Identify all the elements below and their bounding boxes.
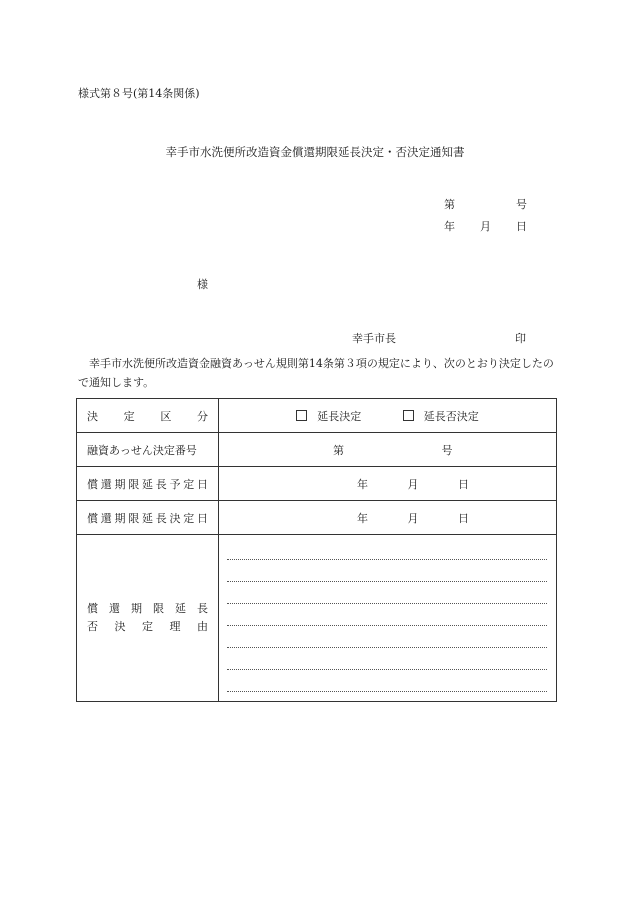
table-row bbox=[77, 433, 557, 467]
table-row bbox=[77, 399, 557, 433]
option-non-extension[interactable]: 延長否決定 bbox=[403, 408, 479, 424]
reason-line[interactable] bbox=[227, 560, 547, 582]
number-suffix: 号 bbox=[516, 198, 527, 211]
reason-line[interactable] bbox=[227, 582, 547, 604]
date-year: 年 bbox=[444, 220, 455, 233]
date-day: 日 bbox=[516, 220, 527, 233]
body-text: 幸手市水洗便所改造資金融資あっせん規則第14条第３項の規定により、次のとおり決定したので通知します。 bbox=[78, 357, 554, 389]
table-row bbox=[77, 467, 557, 501]
reason-line[interactable] bbox=[227, 626, 547, 648]
reason-line[interactable] bbox=[227, 538, 547, 560]
option-extension[interactable]: 延長決定 bbox=[296, 408, 361, 424]
reason-line[interactable] bbox=[227, 604, 547, 626]
seal-mark: 印 bbox=[515, 332, 526, 345]
scheduled-date-field[interactable]: 年 月 日 bbox=[219, 467, 557, 501]
checkbox-icon[interactable] bbox=[296, 410, 307, 421]
scheduled-date-label: 償 還 期 限 延 長 予 定 日 bbox=[77, 467, 219, 501]
reason-label: 償 還 期 限 延 長 否 決 定 理 由 bbox=[77, 535, 219, 702]
table-row bbox=[77, 535, 557, 702]
loan-decision-number-field[interactable]: 第 号 bbox=[219, 433, 557, 467]
reason-field[interactable] bbox=[219, 535, 557, 702]
table-row bbox=[77, 501, 557, 535]
reason-line[interactable] bbox=[227, 648, 547, 670]
decision-type-options bbox=[219, 399, 557, 433]
loan-decision-number-label: 融資あっせん決定番号 bbox=[77, 433, 219, 467]
addressee-suffix: 様 bbox=[197, 278, 208, 291]
checkbox-icon[interactable] bbox=[403, 410, 414, 421]
decided-date-label: 償 還 期 限 延 長 決 定 日 bbox=[77, 501, 219, 535]
reason-line[interactable] bbox=[227, 670, 547, 692]
form-number: 様式第８号(第14条関係) bbox=[78, 87, 200, 100]
number-prefix: 第 bbox=[444, 198, 455, 211]
document-title: 幸手市水洗便所改造資金償還期限延長決定・否決定通知書 bbox=[165, 145, 465, 159]
decision-table bbox=[76, 398, 557, 702]
issuer-name: 幸手市長 bbox=[352, 332, 396, 345]
decided-date-field[interactable]: 年 月 日 bbox=[219, 501, 557, 535]
date-month: 月 bbox=[480, 220, 491, 233]
decision-type-label: 決 定 区 分 bbox=[77, 399, 219, 433]
